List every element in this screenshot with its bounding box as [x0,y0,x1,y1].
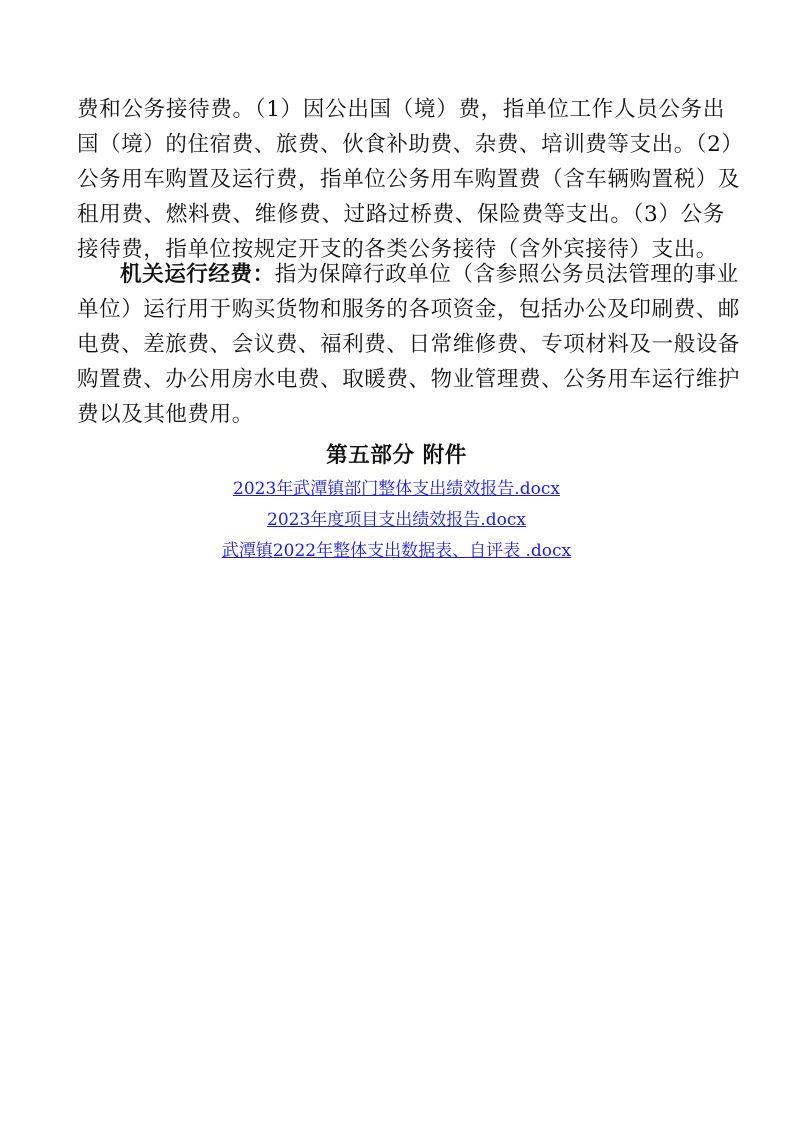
paragraph-operating-expense-definition [77,257,741,432]
definition-text: 指为保障行政单位（含参照公务员法管理的事业 [274,262,739,287]
attachment-list [0,474,793,567]
attachment-link-data-table[interactable]: 武潭镇2022年整体支出数据表、自评表 .docx [221,541,572,561]
paragraph-line: 单位）运行用于购买货物和服务的各项资金，包括办公及印刷费、邮 [77,297,741,322]
attachment-link-department-report[interactable]: 2023年武潭镇部门整体支出绩效报告.docx [233,479,560,499]
paragraph-public-expense-definition [77,92,744,267]
defined-term: 机关运行经费： [120,262,275,287]
paragraph-line: 购置费、办公用房水电费、取暖费、物业管理费、公务用车运行维护 [77,367,741,392]
paragraph-line: 公务用车购置及运行费，指单位公务用车购置费（含车辆购置税）及 [77,167,741,192]
attachment-link-project-report[interactable]: 2023年度项目支出绩效报告.docx [267,510,526,530]
paragraph-line: 国（境）的住宿费、旅费、伙食补助费、杂费、培训费等支出。（2） [77,132,744,157]
section-title: 第五部分 附件 [326,443,467,468]
paragraph-line: 费和公务接待费。（1）因公出国（境）费，指单位工作人员公务出 [77,97,725,122]
paragraph-line: 接待费，指单位按规定开支的各类公务接待（含外宾接待）支出。 [77,237,718,262]
paragraph-line: 电费、差旅费、会议费、福利费、日常维修费、专项材料及一般设备 [77,332,741,357]
paragraph-line: 租用费、燃料费、维修费、过路过桥费、保险费等支出。（3）公务 [77,202,725,227]
paragraph-first-line [77,257,739,292]
paragraph-line: 费以及其他费用。 [77,402,254,427]
